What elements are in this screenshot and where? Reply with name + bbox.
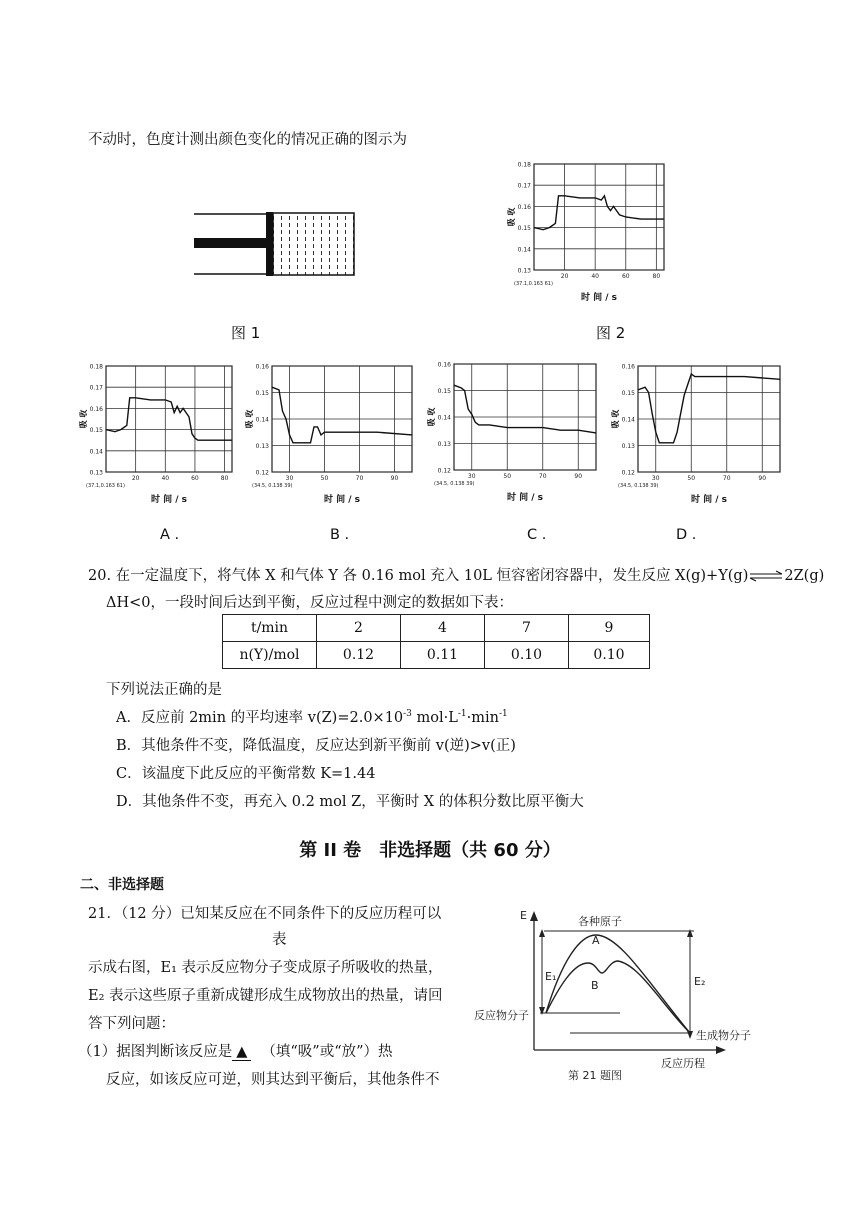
- reactant-label: 反应物分子: [474, 1009, 529, 1022]
- data-point: [192, 433, 193, 434]
- x-tick-label: 50: [320, 475, 329, 482]
- data-point: [177, 406, 178, 407]
- x-tick-label: 30: [651, 475, 660, 482]
- y-tick-label: 0.14: [437, 414, 451, 422]
- q21-part1-hint: （填“吸”或“放”）热: [261, 1044, 393, 1060]
- data-point: [534, 227, 535, 228]
- data-point: [126, 425, 127, 426]
- atoms-label: 各种原子: [578, 915, 622, 928]
- data-point: [180, 412, 181, 413]
- x-tick-label: 90: [390, 475, 399, 482]
- corner-readout: (34.5, 0.138 39): [618, 483, 659, 489]
- y-tick-label: 0.17: [517, 182, 531, 190]
- data-point: [296, 442, 297, 443]
- corner-readout: (37.1,0.163 61): [86, 483, 125, 489]
- q20-option-a-rate: v(Z)=2.0×10: [307, 710, 404, 726]
- table-cell: 9: [569, 615, 650, 642]
- chart-svg: [80, 360, 236, 506]
- data-point: [613, 206, 614, 207]
- data-point: [454, 385, 455, 386]
- q21-line6: 反应，如该反应可逆，则其达到平衡后，其他条件不: [106, 1072, 440, 1088]
- y-tick-label: 0.13: [437, 441, 451, 448]
- absorbance-series-line: [534, 196, 664, 230]
- x-tick-label: 30: [285, 475, 294, 482]
- x-axis-label: 时 间 / s: [150, 495, 188, 505]
- data-point: [165, 400, 166, 401]
- chart-svg: [428, 358, 600, 504]
- q20-data-table: [222, 614, 650, 669]
- y-axis-label: 吸 收: [507, 207, 516, 227]
- chart-svg: [246, 360, 416, 506]
- data-point: [561, 195, 562, 196]
- q20-option-d: D．其他条件不变，再充入 0.2 mol Z，平衡时 X 的体积分数比原平衡大: [116, 794, 584, 810]
- data-point: [549, 227, 550, 228]
- data-point: [655, 432, 656, 433]
- q20-product: 2Z(g): [784, 568, 825, 584]
- y-axis-label: 吸 收: [611, 409, 620, 429]
- chart-option-c: [428, 358, 600, 504]
- data-point: [601, 200, 602, 201]
- table-cell: n(Y)/mol: [223, 642, 317, 669]
- x-tick-label: 30: [467, 473, 476, 480]
- data-point: [596, 433, 597, 434]
- y-tick-label: 0.16: [437, 361, 451, 369]
- plot-frame: [106, 366, 232, 472]
- axis-arrow-icon: [716, 1046, 726, 1054]
- product-label: 生成物分子: [696, 1029, 751, 1042]
- figure-1-syringe: [190, 208, 360, 280]
- q21-line1: 21．（12 分）已知某反应在不同条件下的反应历程可以: [88, 906, 442, 922]
- data-point: [183, 408, 184, 409]
- q20-option-a-exp2: -1: [457, 709, 467, 720]
- data-point: [195, 438, 196, 439]
- reaction-coordinate-label: 反应历程: [661, 1057, 705, 1070]
- data-point: [171, 402, 172, 403]
- table-cell: 0.10: [569, 642, 650, 669]
- y-tick-label: 0.16: [621, 363, 635, 371]
- diagram-caption: 第 21 题图: [568, 1069, 622, 1082]
- q21-line3: E₂ 表示这些原子重新成键形成生成物放出的热量，请回: [88, 988, 443, 1004]
- x-tick-label: 20: [560, 273, 569, 280]
- data-point: [310, 442, 311, 443]
- data-point: [342, 432, 343, 433]
- data-point: [489, 425, 490, 426]
- data-point: [475, 422, 476, 423]
- q20-prompt: 下列说法正确的是: [106, 682, 222, 698]
- data-point: [652, 413, 653, 414]
- y-axis-label: 吸 收: [245, 409, 254, 429]
- e1-label: E₁: [545, 970, 557, 983]
- x-tick-label: 80: [220, 475, 229, 482]
- q21-line5: [78, 1040, 393, 1061]
- y-tick-label: 0.15: [89, 427, 103, 435]
- data-point: [232, 440, 233, 441]
- absorbance-series-line: [272, 387, 412, 443]
- y-tick-label: 0.14: [517, 246, 531, 254]
- table-row: [223, 642, 650, 669]
- data-point: [174, 412, 175, 413]
- y-tick-label: 0.12: [437, 467, 451, 475]
- data-point: [198, 440, 199, 441]
- q20-line2: ΔH<0，一段时间后达到平衡，反应过程中测定的数据如下表：: [106, 595, 513, 611]
- data-point: [525, 427, 526, 428]
- data-point: [638, 389, 639, 390]
- data-point: [106, 429, 107, 430]
- data-point: [542, 427, 543, 428]
- data-point: [555, 223, 556, 224]
- data-point: [189, 416, 190, 417]
- data-point: [684, 395, 685, 396]
- x-tick-label: 70: [722, 475, 731, 482]
- x-tick-label: 60: [191, 475, 199, 482]
- data-point: [552, 225, 553, 226]
- chart-fig2: [508, 158, 668, 304]
- data-point: [709, 376, 710, 377]
- table-row: [223, 615, 650, 642]
- data-point: [659, 442, 660, 443]
- data-point: [461, 387, 462, 388]
- table-cell: 7: [485, 615, 569, 642]
- answer-blank[interactable]: ▲: [232, 1044, 251, 1061]
- table-cell: 4: [401, 615, 485, 642]
- y-tick-label: 0.14: [621, 416, 635, 424]
- x-axis-label: 时 间 / s: [690, 495, 728, 505]
- q20-option-a-unit: mol·L: [411, 710, 458, 726]
- data-point: [120, 429, 121, 430]
- y-tick-label: 0.13: [255, 443, 269, 450]
- data-point: [272, 387, 273, 388]
- y-tick-label: 0.18: [89, 363, 103, 371]
- table-cell: 0.11: [401, 642, 485, 669]
- x-tick-label: 40: [591, 273, 599, 280]
- table-cell: 0.10: [485, 642, 569, 669]
- chart-option-a: [80, 360, 236, 506]
- y-tick-label: 0.16: [89, 405, 103, 413]
- y-axis-label: 吸 收: [79, 409, 88, 429]
- data-point: [595, 198, 596, 199]
- y-tick-label: 0.17: [89, 384, 103, 392]
- data-point: [664, 219, 665, 220]
- absorbance-series-line: [638, 374, 780, 443]
- data-point: [279, 389, 280, 390]
- q20-option-a-exp: -3: [403, 709, 412, 720]
- q20-option-a-exp3: -1: [499, 709, 508, 720]
- data-point: [694, 376, 695, 377]
- curve-a-label: A: [592, 934, 600, 947]
- data-point: [129, 397, 130, 398]
- x-tick-label: 90: [758, 475, 767, 482]
- x-axis-label: 时 间 / s: [323, 495, 361, 505]
- q20-option-c: C．该温度下此反应的平衡常数 K=1.44: [116, 766, 376, 782]
- q21-line2: 示成右图，E₁ 表示反应物分子变成原子所吸收的热量，: [88, 960, 443, 976]
- option-a-label: A .: [160, 527, 180, 543]
- y-tick-label: 0.15: [255, 390, 269, 397]
- data-point: [558, 195, 559, 196]
- q20-option-b: B．其他条件不变，降低温度，反应达到新平衡前 v(逆)>v(正): [116, 738, 516, 754]
- x-tick-label: 50: [503, 473, 512, 480]
- data-point: [744, 376, 745, 377]
- x-tick-label: 40: [161, 475, 170, 482]
- data-point: [209, 440, 210, 441]
- table-cell: 2: [317, 615, 401, 642]
- data-point: [673, 442, 674, 443]
- data-point: [478, 425, 479, 426]
- q21-line4: 答下列问题：: [88, 1016, 175, 1032]
- data-point: [135, 397, 136, 398]
- x-tick-label: 60: [621, 273, 630, 280]
- data-point: [625, 217, 626, 218]
- data-point: [471, 414, 472, 415]
- data-point: [321, 435, 322, 436]
- corner-readout: (34.5, 0.138 39): [434, 481, 475, 487]
- x-tick-label: 70: [538, 473, 547, 480]
- y-tick-label: 0.13: [621, 443, 635, 450]
- data-point: [150, 400, 151, 401]
- data-point: [578, 430, 579, 431]
- data-point: [132, 397, 133, 398]
- data-point: [726, 376, 727, 377]
- data-point: [324, 432, 325, 433]
- data-point: [482, 425, 483, 426]
- q20-stem: 20. 在一定温度下，将气体 X 和气体 Y 各 0.16 mol 充入 10L 恒容密闭容器中，发生反应 X(g)+Y(g): [88, 568, 749, 584]
- data-point: [564, 195, 565, 196]
- data-point: [687, 384, 688, 385]
- curve-b: [546, 961, 690, 1033]
- data-point: [468, 409, 469, 410]
- figure-2-caption: 图 2: [596, 324, 626, 342]
- q20-line1: [88, 564, 824, 585]
- axis-arrow-icon: [530, 911, 538, 921]
- data-point: [543, 229, 544, 230]
- x-tick-label: 50: [687, 475, 696, 482]
- table-cell: t/min: [223, 615, 317, 642]
- data-point: [677, 432, 678, 433]
- data-point: [619, 214, 620, 215]
- data-point: [780, 379, 781, 380]
- y-axis-label: 吸 收: [427, 407, 436, 427]
- data-point: [286, 419, 287, 420]
- x-tick-label: 70: [355, 475, 364, 482]
- q20-option-a-unit2: ·min: [466, 710, 500, 726]
- y-tick-label: 0.13: [517, 267, 531, 275]
- data-point: [610, 210, 611, 211]
- figure-1-caption: 图 1: [231, 324, 261, 342]
- option-b-label: B .: [330, 527, 350, 543]
- table-cell: 0.12: [317, 642, 401, 669]
- y-tick-label: 0.15: [437, 388, 451, 395]
- y-tick-label: 0.15: [621, 390, 635, 397]
- data-point: [282, 411, 283, 412]
- absorbance-series-line: [454, 385, 596, 433]
- option-d-label: D .: [676, 527, 697, 543]
- data-point: [317, 427, 318, 428]
- y-tick-label: 0.14: [255, 416, 269, 424]
- intro-line: 不动时，色度计测出颜色变化的情况正确的图示为: [88, 132, 407, 148]
- q20-option-a: [116, 706, 508, 727]
- data-point: [641, 219, 642, 220]
- q21-line1b: 表: [272, 932, 287, 948]
- chart-svg: [612, 360, 784, 506]
- curve-a: [546, 935, 690, 1033]
- data-point: [114, 431, 115, 432]
- y-tick-label: 0.15: [517, 225, 531, 233]
- data-point: [123, 427, 124, 428]
- curve-b-label: B: [591, 979, 599, 992]
- section-subtitle: 二、非选择题: [80, 877, 164, 893]
- energy-diagram: [474, 905, 751, 1085]
- data-point: [293, 442, 294, 443]
- data-point: [666, 442, 667, 443]
- plot-frame: [534, 164, 664, 270]
- data-point: [680, 413, 681, 414]
- x-tick-label: 20: [131, 475, 140, 482]
- corner-readout: (37.1,0.163 61): [514, 281, 553, 287]
- x-tick-label: 80: [652, 273, 661, 280]
- equilibrium-arrow-icon: [748, 570, 784, 582]
- data-point: [464, 390, 465, 391]
- chart-option-b: [246, 360, 416, 506]
- data-point: [662, 442, 663, 443]
- section-title: 第 II 卷 非选择题（共 60 分）: [299, 840, 561, 861]
- data-point: [691, 374, 692, 375]
- data-point: [300, 442, 301, 443]
- data-point: [645, 387, 646, 388]
- data-point: [648, 392, 649, 393]
- y-tick-label: 0.13: [89, 469, 103, 477]
- data-point: [604, 195, 605, 196]
- data-point: [607, 206, 608, 207]
- data-point: [507, 427, 508, 428]
- y-tick-label: 0.14: [89, 448, 103, 456]
- option-c-label: C .: [527, 527, 547, 543]
- data-point: [289, 435, 290, 436]
- data-point: [579, 198, 580, 199]
- data-point: [560, 430, 561, 431]
- q20-option-a-text: A．反应前 2min 的平均速率: [116, 710, 308, 726]
- y-tick-label: 0.12: [621, 469, 635, 477]
- y-tick-label: 0.12: [255, 469, 269, 477]
- chart-option-d: [612, 360, 784, 506]
- y-tick-label: 0.16: [517, 203, 531, 211]
- x-axis-label: 时 间 / s: [580, 293, 618, 303]
- absorbance-series-line: [106, 398, 232, 440]
- y-tick-label: 0.16: [255, 363, 269, 371]
- data-point: [377, 432, 378, 433]
- data-point: [314, 427, 315, 428]
- data-point: [412, 435, 413, 436]
- x-axis-label: 时 间 / s: [506, 493, 544, 503]
- q21-part1-text: （1）据图判断该反应是: [78, 1044, 233, 1060]
- y-tick-label: 0.18: [517, 161, 531, 169]
- x-tick-label: 90: [574, 473, 583, 480]
- e2-label: E₂: [694, 975, 706, 988]
- chart-svg: [508, 158, 668, 304]
- energy-axis-label: E: [520, 909, 527, 922]
- corner-readout: (34.5, 0.138 39): [252, 483, 293, 489]
